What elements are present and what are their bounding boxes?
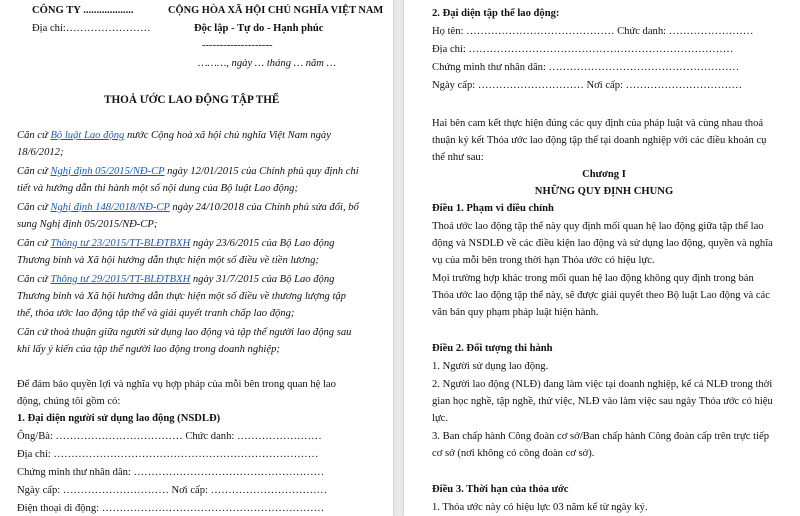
labor-rep-id-field: Chứng minh thư nhân dân: ……………………………………………… bbox=[432, 62, 740, 73]
basis-1 bbox=[17, 128, 331, 143]
article-2-text-6: cơ sở (nơi không có công đoàn cơ sở). bbox=[432, 448, 595, 459]
basis-3-cont: sung Nghị định 05/2015/NĐ-CP; bbox=[17, 219, 158, 230]
basis-4-prefix: Căn cứ bbox=[17, 238, 51, 249]
article-1-text-5: Thỏa ước lao động tập thể này, sẽ được giải quyết theo Bộ luật Lao động và các bbox=[432, 290, 770, 301]
article-2-title: Điều 2. Đối tượng thi hành bbox=[432, 343, 553, 354]
basis-1-prefix: Căn cứ bbox=[17, 130, 51, 141]
document-title: THOẢ ƯỚC LAO ĐỘNG TẬP THỂ bbox=[104, 94, 280, 106]
national-title: CỘNG HÒA XÃ HỘI CHỦ NGHĨA VIỆT NAM bbox=[168, 5, 384, 16]
basis-4-cont: Thương binh và Xã hội hướng dẫn thực hiện một số điều về tiền lương; bbox=[17, 255, 319, 266]
basis-5 bbox=[17, 272, 334, 287]
labor-rep-issue-field: Ngày cấp: ………………………… Nơi cấp: …………………………… bbox=[432, 80, 743, 91]
chapter-number: Chương I bbox=[582, 169, 626, 180]
article-1-title: Điều 1. Phạm vi điều chỉnh bbox=[432, 203, 554, 214]
article-1-text-1: Thoả ước lao động tập thể này quy định mối quan hệ lao động giữa tập thể lao bbox=[432, 221, 764, 232]
basis-4-text: ngày 23/6/2015 của Bộ Lao động bbox=[190, 238, 335, 249]
basis-2-text: ngày 12/01/2015 của Chính phủ quy định chi bbox=[164, 166, 359, 177]
article-2-text-4: lực. bbox=[432, 413, 449, 424]
article-1-text-2: động và NSDLĐ về các điều kiện lao động và sử dụng lao động, quyền và nghĩa bbox=[432, 238, 773, 249]
link-circular-23-2015[interactable]: Thông tư 23/2015/TT-BLĐTBXH bbox=[50, 238, 191, 249]
labor-rep-name-field: Họ tên: …………………………………… Chức danh: …………………… bbox=[432, 26, 754, 37]
document-page-left bbox=[0, 0, 393, 516]
basis-2 bbox=[17, 164, 359, 179]
intro-text: Để đảm bảo quyền lợi và nghĩa vụ hợp pháp của mỗi bên trong quan hệ lao bbox=[17, 379, 336, 390]
basis-1-text: nước Cộng hoà xã hội chủ nghĩa Việt Nam ngày bbox=[124, 130, 331, 141]
link-decree-148-2018[interactable]: Nghị định 148/2018/NĐ-CP bbox=[50, 202, 170, 213]
link-circular-29-2015[interactable]: Thông tư 29/2015/TT-BLĐTBXH bbox=[50, 274, 191, 285]
commitment-text: Hai bên cam kết thực hiện đúng các quy định của pháp luật và cùng nhau thoả bbox=[432, 118, 764, 129]
chapter-title: NHỮNG QUY ĐỊNH CHUNG bbox=[534, 186, 674, 197]
basis-5-text: ngày 31/7/2015 của Bộ Lao động bbox=[190, 274, 335, 285]
employer-address-field: Địa chỉ: ………………………………………………………………… bbox=[17, 449, 319, 460]
basis-3-prefix: Căn cứ bbox=[17, 202, 51, 213]
labor-rep-address-field: Địa chỉ: ………………………………………………………………… bbox=[432, 44, 734, 55]
basis-2-prefix: Căn cứ bbox=[17, 166, 51, 177]
intro-text-cont: động, chúng tôi gồm có: bbox=[17, 396, 121, 407]
section-2-title: 2. Đại diện tập thể lao động: bbox=[432, 8, 560, 19]
article-1-text-3: vụ của mỗi bên trong thời hạn Thỏa ước có hiệu lực. bbox=[432, 255, 655, 266]
section-1-title: 1. Đại diện người sử dụng lao động (NSDLĐ) bbox=[17, 413, 221, 424]
article-3-title: Điều 3. Thời hạn của thỏa ước bbox=[432, 484, 569, 495]
basis-5-cont2: thể, thỏa ước lao động tập thể và giải quyết tranh chấp lao động; bbox=[17, 308, 295, 319]
link-decree-05-2015[interactable]: Nghị định 05/2015/NĐ-CP bbox=[50, 166, 165, 177]
document-page-right bbox=[404, 0, 800, 516]
article-2-text-1: 1. Người sử dụng lao động. bbox=[432, 361, 549, 372]
basis-2-cont: tiết và hướng dẫn thi hành một số nội dung của Bộ luật Lao động; bbox=[17, 183, 298, 194]
basis-6-cont: khi lấy ý kiến của tập thể người lao động trong doanh nghiệp; bbox=[17, 344, 280, 355]
basis-1-cont: 18/6/2012; bbox=[17, 147, 64, 158]
article-2-text-5: 3. Ban chấp hành Công đoàn cơ sở/Ban chấp hành Công đoàn cấp trên trực tiếp bbox=[432, 431, 770, 442]
employer-phone-field: Điện thoại di động: ……………………………………………………… bbox=[17, 503, 325, 514]
basis-4 bbox=[17, 236, 334, 251]
article-2-text-2: 2. Người lao động (NLĐ) đang làm việc tại doanh nghiệp, kể cả NLĐ trong thời bbox=[432, 379, 773, 390]
article-1-text-4: Mọi trường hợp khác trong mối quan hệ lao động không quy định trong bản bbox=[432, 273, 754, 284]
basis-6: Căn cứ thoả thuận giữa người sử dụng lao động và tập thể người lao động sau bbox=[17, 327, 352, 338]
basis-5-prefix: Căn cứ bbox=[17, 274, 51, 285]
basis-3-text: ngày 24/10/2018 của Chính phủ sửa đổi, bổ bbox=[169, 202, 359, 213]
company-name: CÔNG TY ................... bbox=[32, 5, 134, 16]
article-3-text-1: 1. Thỏa ước này có hiệu lực 03 năm kể từ ngày ký. bbox=[432, 502, 648, 513]
article-2-text-3: gian học nghề, tập nghề, thử việc, NLĐ vào làm việc sau ngày Thỏa ước có hiệu bbox=[432, 396, 773, 407]
employer-id-field: Chứng minh thư nhân dân: ……………………………………………… bbox=[17, 467, 325, 478]
commitment-text-2: thuận ký kết Thỏa ước lao động tập thể tại doanh nghiệp với các điều khoản cụ bbox=[432, 135, 767, 146]
link-labor-code[interactable]: Bộ luật Lao động bbox=[50, 130, 125, 141]
company-address: Địa chỉ:…………………… bbox=[32, 23, 151, 34]
header-date: ………, ngày … tháng … năm … bbox=[198, 58, 337, 69]
header-divider: -------------------- bbox=[202, 40, 273, 51]
national-motto: Độc lập - Tự do - Hạnh phúc bbox=[194, 23, 324, 34]
employer-name-field: Ông/Bà: ……………………………… Chức danh: …………………… bbox=[17, 431, 322, 442]
commitment-text-3: thể như sau: bbox=[432, 152, 484, 163]
basis-5-cont: Thương binh và Xã hội hướng dẫn thực hiện một số điều về thương lượng tập bbox=[17, 291, 346, 302]
employer-issue-field: Ngày cấp: ………………………… Nơi cấp: …………………………… bbox=[17, 485, 328, 496]
basis-3 bbox=[17, 200, 359, 215]
article-1-text-6: văn bản quy phạm pháp luật hiện hành. bbox=[432, 307, 599, 318]
